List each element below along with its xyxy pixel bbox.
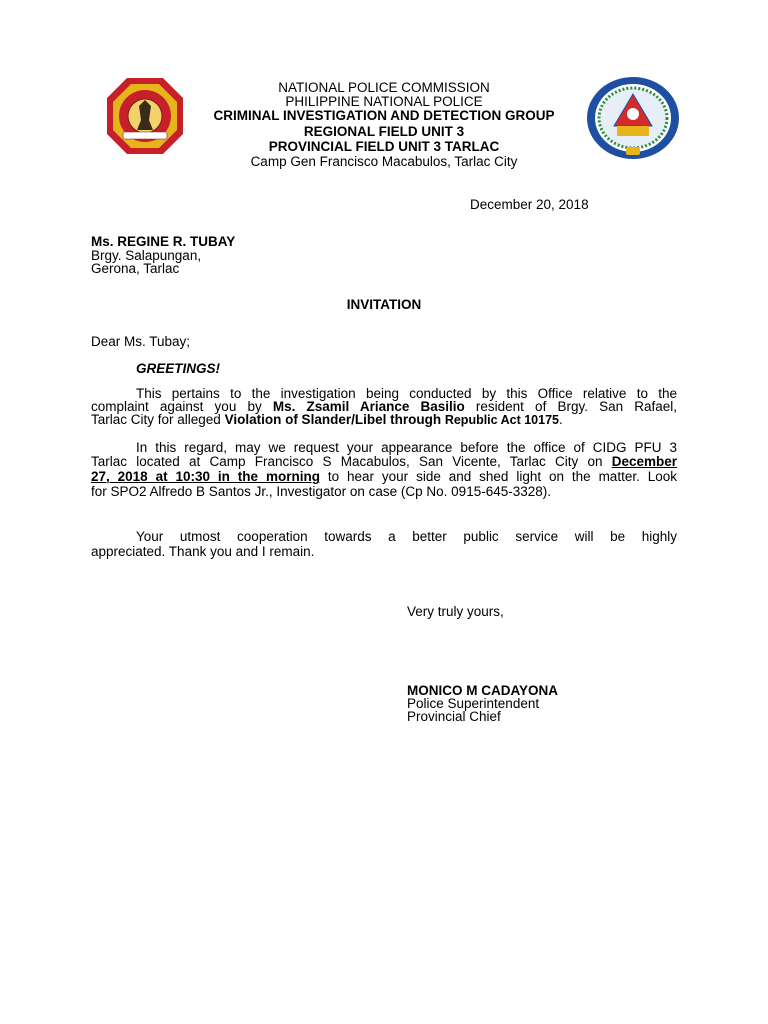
- document-title: INVITATION: [346, 297, 422, 312]
- letterhead-address: Camp Gen Francisco Macabulos, Tarlac City: [250, 154, 518, 169]
- letterhead-line-2: PHILIPPINE NATIONAL POLICE: [285, 94, 483, 109]
- letterhead-line-3: CRIMINAL INVESTIGATION AND DETECTION GROUP: [213, 108, 555, 123]
- signatory-rank: Police Superintendent: [407, 696, 540, 711]
- para3-line-1: Your utmost cooperation towards a better public service will be highly: [136, 529, 677, 544]
- letterhead-line-4: REGIONAL FIELD UNIT 3: [303, 124, 465, 139]
- para2-line-2: Tarlac located at Camp Francisco S Macabulos, San Vicente, Tarlac City on December: [91, 454, 677, 469]
- recipient-address-1: Brgy. Salapungan,: [91, 248, 202, 263]
- cidg-seal-logo: [586, 76, 680, 160]
- greetings: GREETINGS!: [136, 361, 221, 376]
- recipient-address-2: Gerona, Tarlac: [91, 261, 180, 276]
- para2-line-1: In this regard, may we request your appearance before the office of CIDG PFU 3: [136, 440, 677, 455]
- pnp-seal-logo: [105, 76, 185, 156]
- signatory-position: Provincial Chief: [407, 709, 501, 724]
- para1-line-1: This pertains to the investigation being conducted by this Office relative to the: [136, 386, 677, 401]
- letterhead-line-5: PROVINCIAL FIELD UNIT 3 TARLAC: [268, 139, 500, 154]
- para2-line-3: 27, 2018 at 10:30 in the morning to hear your side and shed light on the matter. Look: [91, 469, 677, 484]
- salutation: Dear Ms. Tubay;: [91, 334, 191, 349]
- signatory-name: MONICO M CADAYONA: [407, 683, 559, 698]
- para1-line-2: complaint against you by Ms. Zsamil Ariance Basilio resident of Brgy. San Rafael,: [91, 399, 677, 414]
- para1-line-3: Tarlac City for alleged Violation of Slander/Libel through Republic Act 10175.: [91, 412, 563, 427]
- letterhead-line-1: NATIONAL POLICE COMMISSION: [278, 80, 490, 95]
- para2-line-4: for SPO2 Alfredo B Santos Jr., Investigator on case (Cp No. 0915-645-3328).: [91, 484, 552, 499]
- recipient-name: Ms. REGINE R. TUBAY: [91, 234, 236, 249]
- letter-date: December 20, 2018: [470, 197, 589, 212]
- para3-line-2: appreciated. Thank you and I remain.: [91, 544, 315, 559]
- closing: Very truly yours,: [407, 604, 504, 619]
